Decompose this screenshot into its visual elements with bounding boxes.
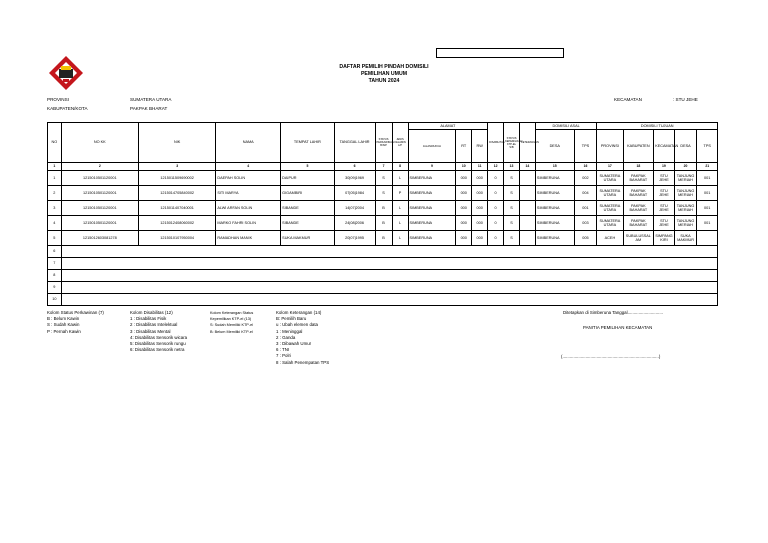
cell-nama: ALWI ARFAN SOLIN <box>216 201 281 216</box>
ditetapkan-text: Ditetapkan di Simberuna Tanggal............................. <box>563 310 663 315</box>
cell-nik: 1215011407040001 <box>138 201 215 216</box>
cell-rt: 000 <box>456 201 472 216</box>
cell-dis: 0 <box>488 171 504 186</box>
cell-no: 8 <box>48 270 62 282</box>
cell-prov: SUMATERA UTARA <box>597 201 623 216</box>
column-number: 18 <box>623 163 654 171</box>
column-number: 4 <box>216 163 281 171</box>
cell-tempat: DAIPUR <box>281 171 334 186</box>
col-kecamatan: KECAMATAN <box>654 130 674 163</box>
cell-dis: 0 <box>488 201 504 216</box>
column-number: 12 <box>488 163 504 171</box>
cell-kk: 1215010501120001 <box>61 216 138 231</box>
legend-line: 1 : Disabilitas Fisik <box>130 316 167 322</box>
cell-tempat: SUKA MAKMUR <box>281 231 334 246</box>
col-rw: RW <box>472 130 488 163</box>
empty-cell <box>61 294 717 306</box>
legend-line: Kolom Keterangan Status <box>210 311 254 315</box>
cell-rw: 000 <box>472 186 488 201</box>
cell-status: B <box>375 231 392 246</box>
col-no: NO <box>48 123 62 163</box>
cell-nik: 1215014705840002 <box>138 186 215 201</box>
col-disabilitas: DISABILITAS <box>488 123 504 163</box>
col-desa-tujuan: DESA <box>674 130 697 163</box>
cell-jk: L <box>392 231 408 246</box>
cell-tempat: SIBANDE <box>281 201 334 216</box>
col-provinsi: PROVINSI <box>597 130 623 163</box>
cell-tps2: 001 <box>697 216 718 231</box>
col-desa-asal: DESA <box>535 130 574 163</box>
legend-line: 6: Disabilitas Sensorik netra <box>130 347 185 353</box>
cell-ket <box>519 231 535 246</box>
cell-prov: SUMATERA UTARA <box>597 216 623 231</box>
col-kabupaten: KABUPATEN <box>623 130 654 163</box>
empty-cell <box>61 270 717 282</box>
legend-line: 3 : Dibawah Umur <box>276 341 312 347</box>
cell-kk: 1215012603081278 <box>61 231 138 246</box>
legend-line: B: Pemilih Baru <box>276 316 307 322</box>
table-row <box>48 201 718 216</box>
cell-prov: SUMATERA UTARA <box>597 171 623 186</box>
column-number: 20 <box>674 163 697 171</box>
column-number: 10 <box>456 163 472 171</box>
kecamatan-label: KECAMATAN <box>614 97 642 102</box>
cell-jk: L <box>392 216 408 231</box>
cell-dis: 0 <box>488 231 504 246</box>
cell-jk: P <box>392 186 408 201</box>
signature-line: (...............................................................................) <box>561 354 661 359</box>
cell-kk: 1215010501120001 <box>61 201 138 216</box>
cell-status: S <box>375 186 392 201</box>
table-row <box>48 231 718 246</box>
kabupaten-value: PAKPAK BHARAT <box>130 106 168 111</box>
column-number: 9 <box>408 163 456 171</box>
cell-jalan: SIMBERUNA <box>408 201 456 216</box>
table-row-empty <box>48 258 718 270</box>
cell-kk: 1215010501120001 <box>61 171 138 186</box>
panitia-text: PANITIA PEMILIHAN KECAMATAN <box>583 325 653 330</box>
col-alamat: ALAMAT <box>408 123 488 130</box>
cell-no: 10 <box>48 294 62 306</box>
cell-tgl: 20|07|1995 <box>334 231 375 246</box>
col-jenis-kelamin: JENIS KELAMIN L/P <box>392 123 408 163</box>
column-number: 7 <box>375 163 392 171</box>
cell-tgl: 14|07|2004 <box>334 201 375 216</box>
cell-ktp: S <box>504 186 520 201</box>
cell-jalan: SIMBERUNA <box>408 216 456 231</box>
cell-desa2: TANJUNG MERIAH <box>674 186 697 201</box>
cell-kab: PAKPAK BAHARAT <box>623 201 654 216</box>
col-keterangan: KETERANGAN <box>519 123 535 163</box>
cell-kab: PAKPAK BAHARAT <box>623 186 654 201</box>
cell-no: 9 <box>48 282 62 294</box>
table-row-empty <box>48 270 718 282</box>
doc-subtitle: PEMILIHAN UMUM <box>360 71 408 77</box>
legend-line: 8 : Salah Penempatan TPS <box>276 359 330 365</box>
legend-status-ktp <box>210 310 253 335</box>
cell-desa: SIMBERUNA <box>535 186 574 201</box>
cell-ktp: S <box>504 171 520 186</box>
column-number: 19 <box>654 163 674 171</box>
cell-ket <box>519 201 535 216</box>
cell-jk: L <box>392 201 408 216</box>
col-tanggal-lahir: TANGGAL LAHIR <box>334 123 375 163</box>
legend-line: u : Ubah elemen data <box>276 322 318 328</box>
col-status-ktp: STATUS KEPEMILIKAN KTP-EL S/B <box>504 123 520 163</box>
cell-jk: L <box>392 171 408 186</box>
column-number: 3 <box>138 163 215 171</box>
cell-rt: 000 <box>456 186 472 201</box>
cell-nama: SITI MARYA <box>216 186 281 201</box>
column-number: 6 <box>334 163 375 171</box>
cell-nik: 1215011509690002 <box>138 171 215 186</box>
column-number: 5 <box>281 163 334 171</box>
cell-tps: 001 <box>574 201 597 216</box>
doc-title: DAFTAR PEMILIH PINDAH DOMISILI <box>339 64 429 70</box>
table-row-empty <box>48 282 718 294</box>
kabupaten-label: KABUPATEN/KOTA <box>47 106 88 111</box>
cell-desa: SIMBERUNA <box>535 216 574 231</box>
cell-tps2 <box>697 231 718 246</box>
table-row <box>48 186 718 201</box>
legend-line: Kolom Disabilitas (12) <box>130 310 173 315</box>
cell-jalan: SIMBERUNA <box>408 171 456 186</box>
cell-ket <box>519 216 535 231</box>
cell-ket <box>519 186 535 201</box>
cell-tps: 003 <box>574 216 597 231</box>
cell-no: 3 <box>48 201 62 216</box>
legend-line: 7 : Polri <box>276 353 291 359</box>
table-row-empty <box>48 294 718 306</box>
cell-rw: 000 <box>472 201 488 216</box>
legend-line: P : Pernah Kawin <box>47 328 81 334</box>
empty-cell <box>61 246 717 258</box>
cell-dis: 0 <box>488 216 504 231</box>
cell-tempat: GIGAMBIRI <box>281 186 334 201</box>
cell-rt: 000 <box>456 171 472 186</box>
legend-line: 1 : Meninggal <box>276 328 303 334</box>
cell-kab: PAKPAK BAHARAT <box>623 171 654 186</box>
cell-tps2: 001 <box>697 201 718 216</box>
legend-line: 3 : Disabilitas Mental <box>130 328 171 334</box>
cell-desa2: TANJUNG MERIAH <box>674 201 697 216</box>
cell-tps: 002 <box>574 171 597 186</box>
legend-line: 2 : Ganda <box>276 334 296 340</box>
legend-keterangan <box>276 310 329 366</box>
cell-nik: 1215010107950004 <box>138 231 215 246</box>
col-domisili-asal: DOMISILI ASAL <box>535 123 596 130</box>
empty-cell <box>61 258 717 270</box>
col-nik: NIK <box>138 123 215 163</box>
cell-desa: SIMBERUNA <box>535 171 574 186</box>
cell-jalan: SIMBERUNA <box>408 186 456 201</box>
cell-status: B <box>375 201 392 216</box>
cell-tps2: 001 <box>697 171 718 186</box>
legend-line: Kolom Keterangan (14) <box>276 310 322 315</box>
cell-kab: SUBULUSSAL AM <box>623 231 654 246</box>
cell-rt: 000 <box>456 216 472 231</box>
column-number: 1 <box>48 163 62 171</box>
cell-jalan: SIMBERUNA <box>408 231 456 246</box>
cell-ktp: S <box>504 201 520 216</box>
column-number: 8 <box>392 163 408 171</box>
col-status-perkawinan: STATUS PERKAWINAN B/S/P <box>375 123 392 163</box>
column-number: 2 <box>61 163 138 171</box>
empty-cell <box>61 282 717 294</box>
col-nama: NAMA <box>216 123 281 163</box>
cell-kec: STU JEHE <box>654 186 674 201</box>
cell-kec: STU JEHE <box>654 216 674 231</box>
legend-line: B: Belum Memiliki KTP-el <box>210 329 253 334</box>
cell-no: 6 <box>48 246 62 258</box>
table-row <box>48 171 718 186</box>
col-tps-asal: TPS <box>574 130 597 163</box>
table-row <box>48 216 718 231</box>
col-rt: RT <box>456 130 472 163</box>
cell-desa: SIMBERUNA <box>535 201 574 216</box>
cell-no: 4 <box>48 216 62 231</box>
cell-no: 1 <box>48 171 62 186</box>
cell-rw: 000 <box>472 171 488 186</box>
cell-nama: RAMADHAN MANIK <box>216 231 281 246</box>
cell-rt: 000 <box>456 231 472 246</box>
cell-status: S <box>375 171 392 186</box>
cell-kk: 1215010501120001 <box>61 186 138 201</box>
col-tps-tujuan: TPS <box>697 130 718 163</box>
cell-tps: 005 <box>574 231 597 246</box>
cell-kab: PAKPAK BAHARAT <box>623 216 654 231</box>
cell-dis: 0 <box>488 186 504 201</box>
cell-desa: SIMBERUNA <box>535 231 574 246</box>
cell-tgl: 07|05|1984 <box>334 186 375 201</box>
legend-line: S : Sudah Kawin <box>47 322 80 328</box>
col-jalan: JALAN/DUKUH <box>408 130 456 163</box>
column-number: 16 <box>574 163 597 171</box>
cell-kec: SIMPANG KIRI <box>654 231 674 246</box>
cell-desa2: TANJUNG MERIAH <box>674 171 697 186</box>
column-number: 17 <box>597 163 623 171</box>
cell-nama: MARKO FAHRI SOLIN <box>216 216 281 231</box>
provinsi-value: SUMATERA UTARA <box>130 97 172 102</box>
cell-kec: STU JEHE <box>654 201 674 216</box>
column-number: 14 <box>519 163 535 171</box>
cell-desa2: SUKA MAKMUR <box>674 231 697 246</box>
cell-no: 5 <box>48 231 62 246</box>
column-number: 15 <box>535 163 574 171</box>
legend-disabilitas <box>130 310 187 353</box>
cell-prov: SUMATERA UTARA <box>597 186 623 201</box>
column-number: 13 <box>504 163 520 171</box>
cell-tps2: 001 <box>697 186 718 201</box>
legend-line: Kolom Status Perkawinan (7) <box>47 310 104 315</box>
column-number: 11 <box>472 163 488 171</box>
legend-status-perkawinan <box>47 310 104 335</box>
voter-table <box>47 122 718 306</box>
cell-rw: 000 <box>472 231 488 246</box>
legend-line: 5: Disabilitas Sensorik rungu <box>130 341 186 347</box>
doc-year: TAHUN 2024 <box>368 78 400 84</box>
cell-ket <box>519 171 535 186</box>
provinsi-label: PROVINSI <box>47 97 69 102</box>
cell-ktp: S <box>504 231 520 246</box>
cell-no: 7 <box>48 258 62 270</box>
legend-line: 6 : TNI <box>276 347 290 353</box>
column-number-row <box>48 163 718 171</box>
cell-tempat: SIBANDE <box>281 216 334 231</box>
legend-line: B : Belum Kawin <box>47 316 80 322</box>
cell-no: 2 <box>48 186 62 201</box>
col-domisili-tujuan: DOMISILI TUJUAN <box>597 123 718 130</box>
kecamatan-value: : STU JEHE <box>673 97 698 102</box>
legend-line: S: Sudah Memiliki KTP-el <box>210 323 254 328</box>
cell-nik: 1215012408060002 <box>138 216 215 231</box>
cell-tgl: 24|08|2006 <box>334 216 375 231</box>
cell-ktp: S <box>504 216 520 231</box>
legend-line: Kepemilikan KTP-el (13) <box>210 317 252 322</box>
legend-line: 2 : Disabilitas Intelektual <box>130 322 178 328</box>
col-tempat-lahir: TEMPAT LAHIR <box>281 123 334 163</box>
cell-tps: 004 <box>574 186 597 201</box>
cell-prov: ACEH <box>597 231 623 246</box>
column-number: 21 <box>697 163 718 171</box>
cell-tgl: 30|09|1969 <box>334 171 375 186</box>
cell-nama: DAEPAH SOLIN <box>216 171 281 186</box>
legend-line: 4: Disabilitas Sensorik wicara <box>130 334 188 340</box>
header-box <box>436 48 564 58</box>
col-nokk: NO KK <box>61 123 138 163</box>
cell-status: B <box>375 216 392 231</box>
cell-kec: STU JEHE <box>654 171 674 186</box>
cell-desa2: TANJUNG MERIAH <box>674 216 697 231</box>
cell-rw: 000 <box>472 216 488 231</box>
table-row-empty <box>48 246 718 258</box>
